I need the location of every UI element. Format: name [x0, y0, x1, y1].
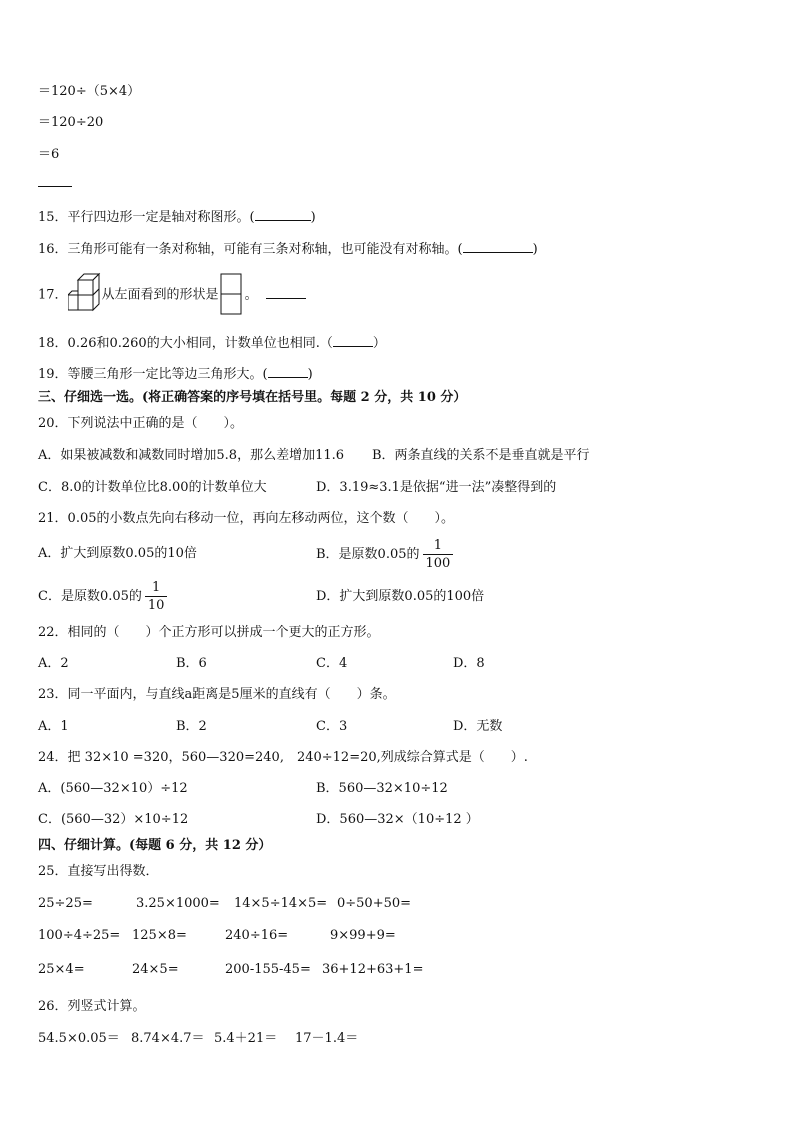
q24-option-c[interactable]: C．(560—32）×10÷12	[38, 812, 189, 827]
left-view-shape-icon	[219, 272, 245, 318]
q22-option-c[interactable]: C．4	[316, 656, 348, 671]
vertical-calc-item: 5.4＋21＝	[214, 1031, 278, 1046]
mental-math-item: 3.25×1000=	[136, 896, 220, 911]
q24-option-a[interactable]: A．(560—32×10）÷12	[38, 781, 188, 796]
fraction-1-100: $\frac{1}{100}$	[423, 537, 454, 572]
mental-math-item: 100÷4÷25=	[38, 928, 121, 943]
mental-math-item: 25÷25=	[38, 896, 93, 911]
question-26-stem: 26．列竖式计算。	[38, 999, 146, 1014]
vertical-calc-item: 8.74×4.7＝	[131, 1031, 205, 1046]
answer-blank-16[interactable]	[463, 240, 533, 253]
question-18-text: 18．0.26和0.260的大小相同，计数单位也相同.（	[38, 336, 333, 351]
question-25-stem: 25．直接写出得数．	[38, 864, 159, 879]
answer-blank-18[interactable]	[333, 334, 373, 347]
q22-option-b[interactable]: B．6	[176, 656, 207, 671]
calc-step-2: ＝120÷20	[38, 115, 104, 130]
mental-math-item: 25×4=	[38, 962, 85, 977]
q21-option-a[interactable]: A．扩大到原数0.05的10倍	[38, 546, 197, 561]
answer-blank-17[interactable]	[266, 286, 306, 299]
question-18: 18．0.26和0.260的大小相同，计数单位也相同.（ ）	[38, 336, 386, 351]
question-17-number: 17．	[38, 287, 68, 303]
q22-option-a[interactable]: A．2	[38, 656, 69, 671]
question-19: 19．等腰三角形一定比等边三角形大。( )	[38, 367, 313, 382]
question-15: 15．平行四边形一定是轴对称图形。( )	[38, 210, 316, 225]
mental-math-item: 24×5=	[132, 962, 179, 977]
section-4-heading: 四、仔细计算。(每题 6 分，共 12 分）	[38, 838, 272, 853]
q22-option-d[interactable]: D．8	[453, 656, 485, 671]
calc-step-1: ＝120÷（5×4）	[38, 84, 141, 99]
mental-math-item: 240÷16=	[225, 928, 289, 943]
q24-option-d[interactable]: D．560—32×（10÷12 ）	[316, 812, 479, 827]
question-15-text: 15．平行四边形一定是轴对称图形。(	[38, 210, 255, 225]
section-3-heading: 三、仔细选一选。(将正确答案的序号填在括号里。每题 2 分，共 10 分）	[38, 390, 467, 405]
question-21-stem: 21．0.05的小数点先向右移动一位，再向左移动两位，这个数（ ）。	[38, 511, 454, 526]
q23-option-c[interactable]: C．3	[316, 719, 348, 734]
question-19-text: 19．等腰三角形一定比等边三角形大。(	[38, 367, 268, 382]
q20-option-c[interactable]: C．8.0的计数单位比8.00的计数单位大	[38, 480, 267, 495]
question-22-stem: 22．相同的（ ）个正方形可以拼成一个更大的正方形。	[38, 625, 380, 640]
fraction-1-10: $\frac{1}{10}$	[145, 579, 168, 614]
mental-math-item: 200-155-45=	[225, 962, 311, 977]
question-16: 16．三角形可能有一条对称轴，可能有三条对称轴，也可能没有对称轴。( )	[38, 242, 538, 257]
answer-blank-15[interactable]	[255, 208, 311, 221]
vertical-calc-item: 17－1.4＝	[295, 1031, 359, 1046]
mental-math-item: 125×8=	[132, 928, 187, 943]
question-16-text: 16．三角形可能有一条对称轴，可能有三条对称轴，也可能没有对称轴。(	[38, 242, 463, 257]
question-17-text: 从左面看到的形状是	[101, 287, 219, 303]
question-17: 17． 从左面看到的形状是 。	[38, 272, 306, 319]
q21-option-c[interactable]: C．是原数0.05的 $\frac{1}{10}$	[38, 579, 167, 615]
q20-option-a[interactable]: A．如果被减数和减数同时增加5.8，那么差增加11.6	[38, 448, 345, 463]
question-24-stem: 24．把 32×10 =320，560—320=240, 240÷12=20,列成综合算式是（ ）.	[38, 750, 528, 765]
q21-option-b[interactable]: B．是原数0.05的 $\frac{1}{100}$	[316, 537, 453, 573]
question-20-stem: 20．下列说法中正确的是（ ）。	[38, 416, 244, 431]
mental-math-item: 0÷50+50=	[337, 896, 412, 911]
q23-option-b[interactable]: B．2	[176, 719, 207, 734]
q23-option-d[interactable]: D．无数	[453, 719, 503, 734]
mental-math-item: 14×5÷14×5=	[234, 896, 328, 911]
mental-math-item: 9×99+9=	[330, 928, 396, 943]
stacked-cubes-icon	[68, 272, 102, 318]
q24-option-b[interactable]: B．560—32×10÷12	[316, 781, 448, 796]
calc-step-3: ＝6	[38, 147, 60, 162]
q23-option-a[interactable]: A．1	[38, 719, 69, 734]
mental-math-item: 36+12+63+1=	[322, 962, 424, 977]
q21-option-d[interactable]: D．扩大到原数0.05的100倍	[316, 589, 485, 604]
answer-blank-19[interactable]	[268, 365, 308, 378]
question-23-stem: 23．同一平面内，与直线a距离是5厘米的直线有（ ）条。	[38, 687, 396, 702]
q20-option-d[interactable]: D．3.19≈3.1是依据“进一法”凑整得到的	[316, 480, 557, 495]
q20-option-b[interactable]: B．两条直线的关系不是垂直就是平行	[372, 448, 590, 463]
answer-underline	[38, 186, 72, 187]
vertical-calc-item: 54.5×0.05＝	[38, 1031, 120, 1046]
